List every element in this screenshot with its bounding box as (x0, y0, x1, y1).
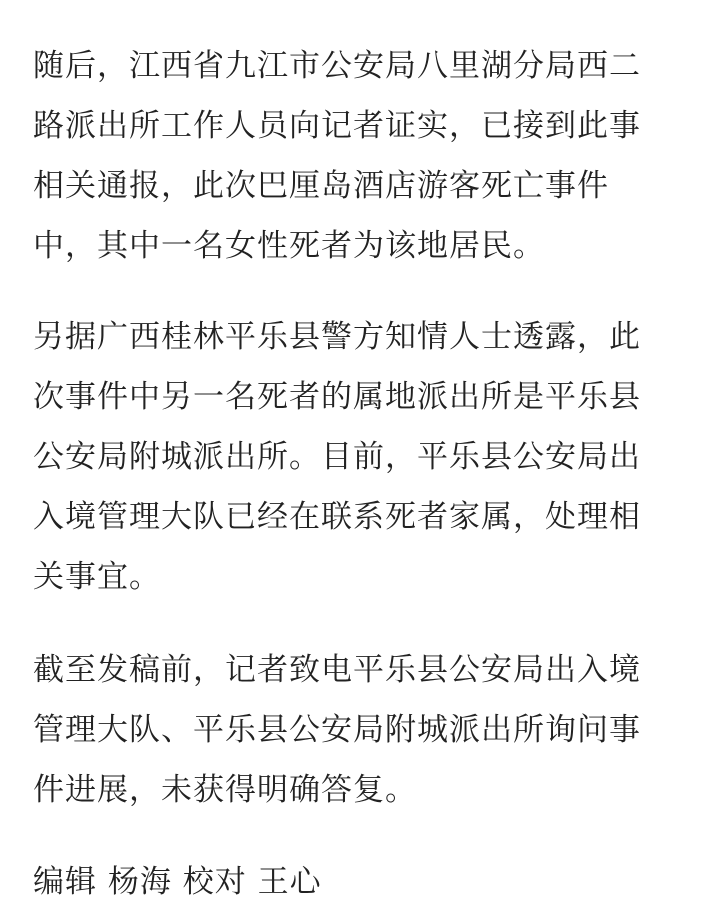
paragraph-line: 截至发稿前，记者致电平乐县公安局出入境 (33, 652, 641, 688)
paragraph-line: 关事宜。 (33, 559, 161, 595)
paragraph-line: 管理大队、平乐县公安局附城派出所询问事 (33, 712, 641, 748)
paragraph-line: 中，其中一名女性死者为该地居民。 (33, 228, 545, 264)
paragraph-2 (33, 307, 641, 607)
paragraph-line: 相关通报，此次巴厘岛酒店游客死亡事件 (33, 168, 609, 204)
paragraph-line: 另据广西桂林平乐县警方知情人士透露，此 (33, 319, 641, 355)
paragraph-line: 公安局附城派出所。目前，平乐县公安局出 (33, 439, 641, 475)
paragraph-line: 次事件中另一名死者的属地派出所是平乐县 (33, 379, 641, 415)
article-credits (33, 852, 322, 912)
paragraph-line: 随后，江西省九江市公安局八里湖分局西二 (33, 48, 641, 84)
paragraph-line: 入境管理大队已经在联系死者家属，处理相 (33, 499, 641, 535)
editor-name: 杨海 (107, 864, 172, 900)
paragraph-line: 件进展，未获得明确答复。 (33, 772, 417, 808)
editor-label: 编辑 (33, 864, 97, 900)
proofreader-label: 校对 (182, 864, 247, 900)
proofreader-name: 王心 (257, 864, 322, 900)
paragraph-line: 路派出所工作人员向记者证实，已接到此事 (33, 108, 641, 144)
paragraph-1 (33, 36, 641, 276)
paragraph-3 (33, 640, 641, 820)
